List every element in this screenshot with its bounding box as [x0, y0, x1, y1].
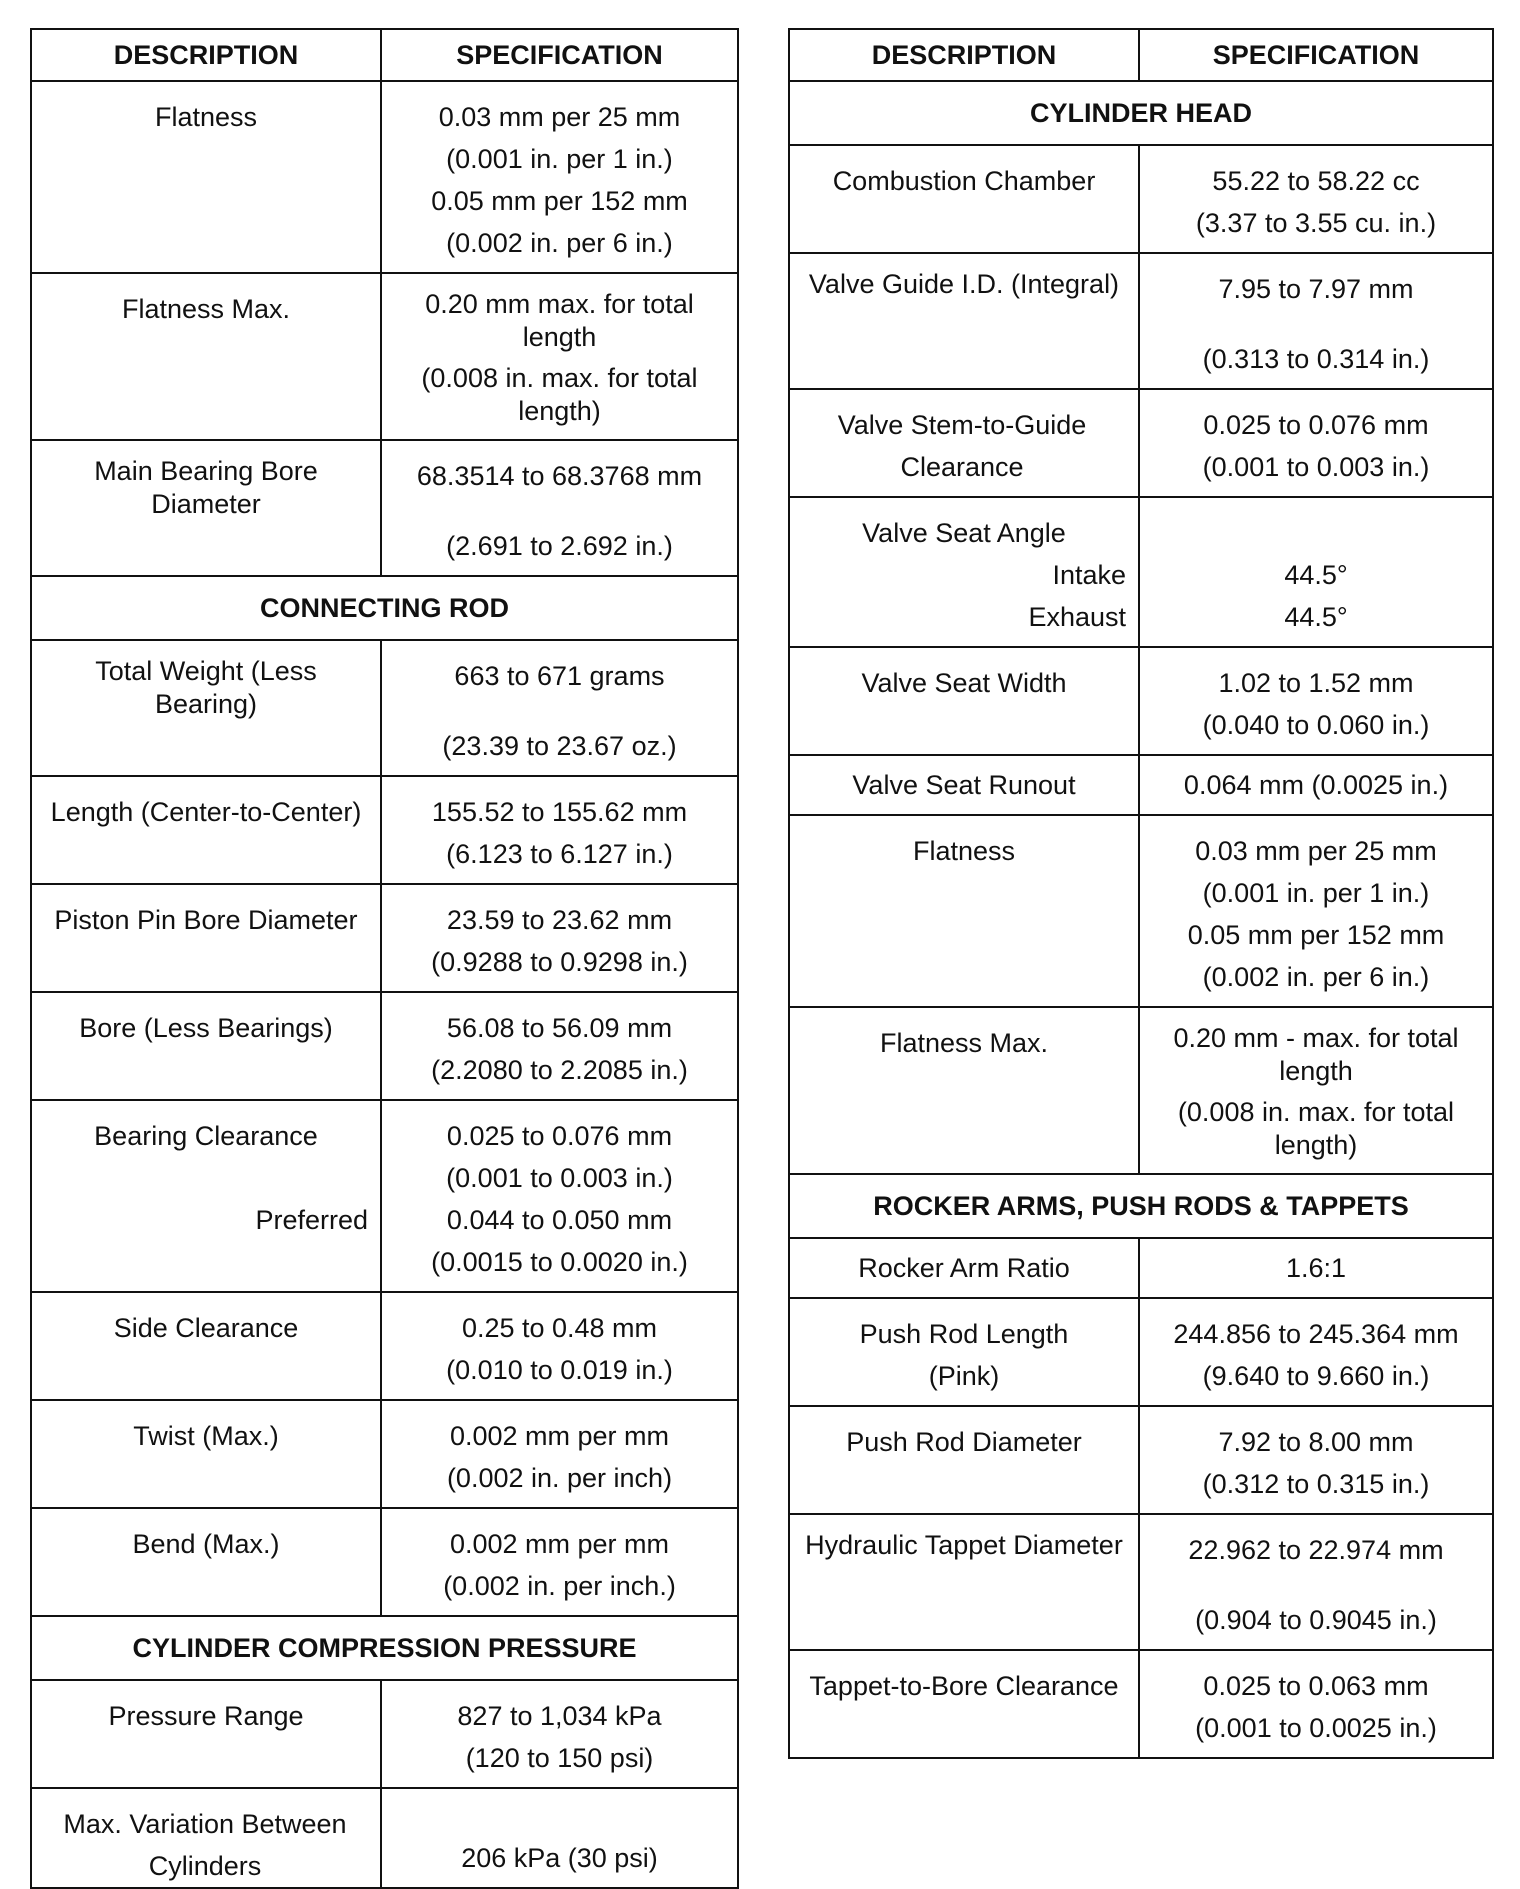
section-row	[789, 81, 1493, 145]
table-row	[31, 1680, 738, 1788]
row-label: Side Clearance	[31, 1292, 381, 1400]
table-row	[789, 1406, 1493, 1514]
row-label: Pressure Range	[31, 1680, 381, 1788]
table-row	[789, 647, 1493, 755]
row-spec	[381, 640, 738, 776]
spec-line: 68.3514 to 68.3768 mm	[416, 461, 703, 491]
section-title: CYLINDER HEAD	[789, 81, 1493, 145]
spec-line: (0.001 in. per 1 in.)	[446, 144, 673, 174]
spec-line: (0.001 in. per 1 in.)	[1202, 878, 1430, 908]
section-title: ROCKER ARMS, PUSH RODS & TAPPETS	[789, 1174, 1493, 1238]
description-header: DESCRIPTION	[789, 29, 1139, 81]
row-label: Piston Pin Bore Diameter	[31, 884, 381, 992]
row-spec	[1139, 1650, 1493, 1758]
spec-line: 0.064 mm (0.0025 in.)	[1183, 770, 1449, 800]
row-label: Bore (Less Bearings)	[31, 992, 381, 1100]
specification-header: SPECIFICATION	[1139, 29, 1493, 81]
table-row	[789, 755, 1493, 815]
table-row	[789, 1238, 1493, 1298]
table-row	[31, 1788, 738, 1888]
row-spec	[381, 1788, 738, 1888]
spec-line: 7.92 to 8.00 mm	[1218, 1427, 1414, 1457]
spec-line: (0.001 to 0.0025 in.)	[1195, 1713, 1437, 1743]
spec-line: (0.9288 to 0.9298 in.)	[431, 947, 688, 977]
row-spec	[381, 1400, 738, 1508]
spec-line: (0.002 in. per inch.)	[443, 1571, 676, 1601]
table-row	[789, 389, 1493, 497]
spec-line: 827 to 1,034 kPa	[457, 1701, 662, 1731]
table-header	[31, 29, 738, 81]
row-label: Flatness	[789, 815, 1139, 1007]
table-row	[31, 1292, 738, 1400]
spec-line: 23.59 to 23.62 mm	[446, 905, 673, 935]
row-label: Twist (Max.)	[31, 1400, 381, 1508]
description-header: DESCRIPTION	[31, 29, 381, 81]
row-label	[789, 1298, 1139, 1406]
spec-line: 0.05 mm per 152 mm	[431, 186, 688, 216]
label-line: Max. Variation Between	[63, 1809, 347, 1839]
table-row	[31, 884, 738, 992]
spec-line: 55.22 to 58.22 cc	[1212, 166, 1420, 196]
spec-line: (0.008 in. max. for total length)	[1177, 1097, 1455, 1160]
row-label	[789, 389, 1139, 497]
spec-line: (2.691 to 2.692 in.)	[446, 531, 673, 561]
spec-line: 0.025 to 0.076 mm	[1203, 410, 1429, 440]
row-label: Hydraulic Tappet Diameter	[789, 1514, 1139, 1650]
table-row	[31, 992, 738, 1100]
intake-label: Intake	[1052, 560, 1126, 590]
spec-line: 7.95 to 7.97 mm	[1218, 274, 1414, 304]
row-label: Total Weight (Less Bearing)	[31, 640, 381, 776]
section-row	[31, 576, 738, 640]
spec-line: 0.025 to 0.076 mm	[446, 1121, 673, 1151]
row-spec	[381, 1680, 738, 1788]
row-spec	[381, 1100, 738, 1292]
label-line: Push Rod Length	[859, 1319, 1069, 1349]
table-row	[31, 1400, 738, 1508]
row-label: Flatness Max.	[789, 1007, 1139, 1174]
spec-line: 22.962 to 22.974 mm	[1188, 1535, 1444, 1565]
spec-line: 0.002 mm per mm	[449, 1529, 670, 1559]
spec-line: 0.05 mm per 152 mm	[1187, 920, 1445, 950]
spec-line: (0.312 to 0.315 in.)	[1202, 1469, 1430, 1499]
table-row	[31, 1508, 738, 1616]
spec-line: (0.001 to 0.003 in.)	[1202, 452, 1430, 482]
spec-line: 0.20 mm max. for total length	[425, 289, 694, 352]
spec-line: 0.044 to 0.050 mm	[446, 1205, 673, 1235]
spec-line: 244.856 to 245.364 mm	[1173, 1319, 1459, 1349]
spec-line: (6.123 to 6.127 in.)	[446, 839, 673, 869]
table-row	[789, 145, 1493, 253]
label-line: Clearance	[900, 452, 1024, 482]
spec-line: 0.25 to 0.48 mm	[461, 1313, 658, 1343]
spec-line: (23.39 to 23.67 oz.)	[442, 731, 677, 761]
row-label: Main Bearing Bore Diameter	[31, 440, 381, 576]
spec-line: (0.313 to 0.314 in.)	[1202, 344, 1430, 374]
row-label: Tappet-to-Bore Clearance	[789, 1650, 1139, 1758]
spec-line: (0.002 in. per inch)	[446, 1463, 673, 1493]
table-row	[31, 81, 738, 273]
row-spec	[1139, 497, 1493, 647]
label-line: Valve Stem-to-Guide	[837, 410, 1087, 440]
spec-line: (0.001 to 0.003 in.)	[446, 1163, 673, 1193]
section-row	[789, 1174, 1493, 1238]
row-label	[31, 1100, 381, 1292]
table-row	[789, 1514, 1493, 1650]
row-spec	[381, 776, 738, 884]
row-spec	[1139, 1406, 1493, 1514]
spec-line: 0.002 mm per mm	[449, 1421, 670, 1451]
row-spec	[1139, 389, 1493, 497]
row-label: Valve Seat Width	[789, 647, 1139, 755]
spec-line: 0.03 mm per 25 mm	[438, 102, 681, 132]
spec-line: 1.02 to 1.52 mm	[1218, 668, 1414, 698]
row-spec	[1139, 145, 1493, 253]
row-label: Combustion Chamber	[789, 145, 1139, 253]
table-row	[31, 440, 738, 576]
row-label: Valve Seat Runout	[789, 755, 1139, 815]
spec-line: (9.640 to 9.660 in.)	[1202, 1361, 1430, 1391]
spec-line: (0.0015 to 0.0020 in.)	[431, 1247, 688, 1277]
table-row	[789, 1007, 1493, 1174]
spec-line: 0.025 to 0.063 mm	[1203, 1671, 1429, 1701]
row-spec	[381, 1508, 738, 1616]
row-spec	[1139, 1238, 1493, 1298]
row-label: Flatness	[31, 81, 381, 273]
section-row	[31, 1616, 738, 1680]
section-title: CONNECTING ROD	[31, 576, 738, 640]
row-spec	[381, 884, 738, 992]
table-row	[789, 497, 1493, 647]
exhaust-label: Exhaust	[1028, 602, 1126, 632]
spec-line: 0.20 mm - max. for total length	[1173, 1023, 1459, 1086]
row-label: Push Rod Diameter	[789, 1406, 1139, 1514]
row-spec	[1139, 253, 1493, 389]
spec-line: (120 to 150 psi)	[465, 1743, 654, 1773]
intake-value: 44.5°	[1284, 560, 1348, 590]
row-label: Bend (Max.)	[31, 1508, 381, 1616]
section-title: CYLINDER COMPRESSION PRESSURE	[31, 1616, 738, 1680]
row-spec	[1139, 755, 1493, 815]
spec-line: 663 to 671 grams	[454, 661, 665, 691]
row-spec	[1139, 1298, 1493, 1406]
spec-line: (0.002 in. per 6 in.)	[446, 228, 673, 258]
table-row	[31, 776, 738, 884]
row-label: Flatness Max.	[31, 273, 381, 440]
right-spec-table	[788, 28, 1494, 1759]
row-spec	[381, 440, 738, 576]
table-row	[31, 1100, 738, 1292]
row-label: Length (Center-to-Center)	[31, 776, 381, 884]
row-label: Rocker Arm Ratio	[789, 1238, 1139, 1298]
row-spec	[381, 81, 738, 273]
exhaust-value: 44.5°	[1284, 602, 1348, 632]
spec-line: 0.03 mm per 25 mm	[1195, 836, 1437, 866]
table-row	[789, 815, 1493, 1007]
row-spec	[1139, 815, 1493, 1007]
spec-line: (3.37 to 3.55 cu. in.)	[1195, 208, 1437, 238]
row-spec	[381, 992, 738, 1100]
table-row	[789, 253, 1493, 389]
specification-header: SPECIFICATION	[381, 29, 738, 81]
row-spec	[1139, 647, 1493, 755]
row-label	[789, 497, 1139, 647]
label-line: Cylinders	[148, 1851, 262, 1881]
spec-line: (0.002 in. per 6 in.)	[1202, 962, 1430, 992]
spec-line: 1.6:1	[1285, 1253, 1347, 1283]
spec-line: (0.904 to 0.9045 in.)	[1195, 1605, 1437, 1635]
spec-line: 56.08 to 56.09 mm	[446, 1013, 673, 1043]
row-spec	[1139, 1514, 1493, 1650]
table-row	[31, 640, 738, 776]
spec-line: (0.010 to 0.019 in.)	[446, 1355, 673, 1385]
spec-line: (0.008 in. max. for total length)	[421, 363, 698, 426]
table-row	[789, 1298, 1493, 1406]
preferred-label: Preferred	[255, 1205, 368, 1235]
spec-line: 206 kPa (30 psi)	[461, 1843, 658, 1873]
table-row	[31, 273, 738, 440]
row-spec	[1139, 1007, 1493, 1174]
bearing-clearance-label: Bearing Clearance	[94, 1121, 318, 1151]
label-line: (Pink)	[928, 1361, 1000, 1391]
spec-line: 155.52 to 155.62 mm	[431, 797, 688, 827]
table-row	[789, 1650, 1493, 1758]
spec-line: (2.2080 to 2.2085 in.)	[431, 1055, 688, 1085]
table-header	[789, 29, 1493, 81]
row-label	[31, 1788, 381, 1888]
row-label: Valve Guide I.D. (Integral)	[789, 253, 1139, 389]
row-spec	[381, 1292, 738, 1400]
spec-line: (0.040 to 0.060 in.)	[1202, 710, 1430, 740]
left-spec-table	[30, 28, 739, 1889]
row-spec	[381, 273, 738, 440]
seat-angle-label: Valve Seat Angle	[862, 518, 1066, 548]
